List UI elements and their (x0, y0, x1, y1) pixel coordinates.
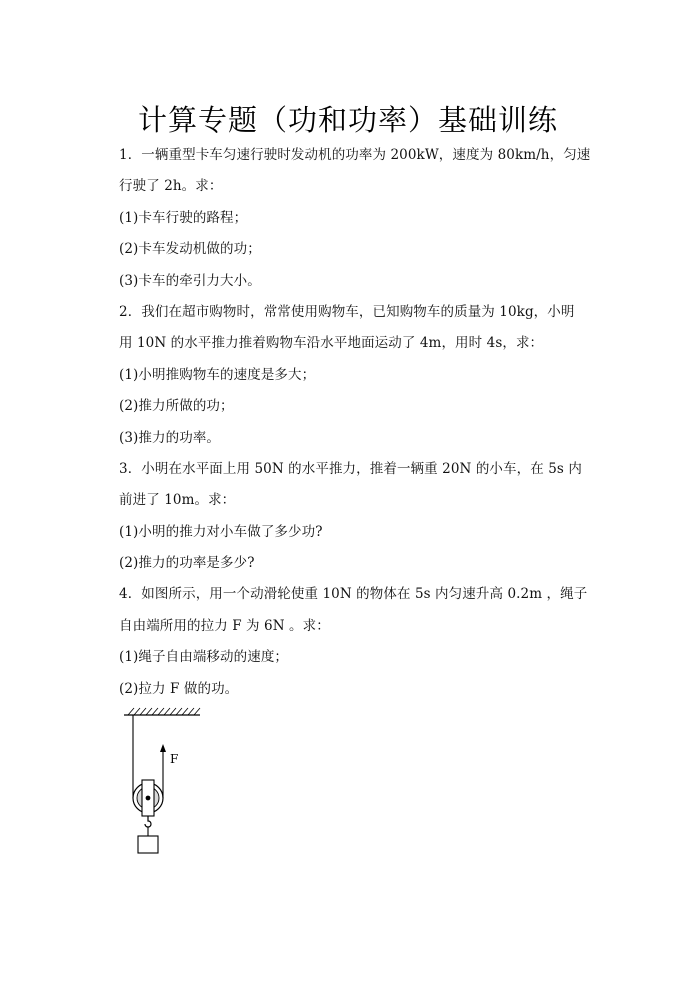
question-list (119, 140, 589, 705)
question-4-sub-2: (2)拉力 F 做的功。 (119, 680, 239, 697)
question-2-sub-3: (3)推力的功率。 (119, 429, 221, 446)
question-1-line-2: 行驶了 2h。求： (119, 178, 223, 195)
question-1-sub-3: (3)卡车的牵引力大小。 (119, 272, 261, 289)
question-2-line-2: 用 10N 的水平推力推着购物车沿水平地面运动了 4m，用时 4s，求： (119, 335, 544, 352)
hook-icon (145, 816, 151, 827)
ceiling-hatching (128, 708, 200, 715)
page-title: 计算专题（功和功率）基础训练 (137, 103, 558, 137)
question-4-sub-1: (1)绳子自由端移动的速度； (119, 649, 289, 666)
question-2-sub-2: (2)推力所做的功； (119, 398, 234, 415)
question-4-line-2: 自由端所用的拉力 F 为 6N 。求： (119, 617, 330, 634)
question-3-sub-2: (2)推力的功率是多少? (119, 555, 255, 572)
question-3-sub-1: (1)小明的推力对小车做了多少功? (119, 523, 323, 540)
question-3-line-1: 3．小明在水平面上用 50N 的水平推力，推着一辆重 20N 的小车，在 5s 内 (119, 460, 582, 477)
question-1-line-1: 1．一辆重型卡车匀速行驶时发动机的功率为 200kW，速度为 80km/h，匀速 (119, 147, 591, 163)
pulley-axle (146, 796, 151, 801)
pulley-figure (118, 700, 218, 865)
question-1-sub-1: (1)卡车行驶的路程； (119, 209, 248, 226)
force-label: F (170, 752, 179, 766)
question-3-line-2: 前进了 10m。求： (119, 492, 236, 509)
question-2-sub-1: (1)小明推购物车的速度是多大； (119, 366, 316, 383)
weight-block (138, 836, 158, 853)
pulley-diagram (118, 700, 218, 865)
question-2-line-1: 2．我们在超市购物时，常常使用购物车，已知购物车的质量为 10kg，小明 (119, 303, 575, 320)
force-arrow-icon (160, 744, 166, 752)
question-4-line-1: 4．如图所示，用一个动滑轮使重 10N 的物体在 5s 内匀速升高 0.2m ，绳子 (119, 586, 588, 603)
question-1-sub-2: (2)卡车发动机做的功； (119, 241, 261, 258)
